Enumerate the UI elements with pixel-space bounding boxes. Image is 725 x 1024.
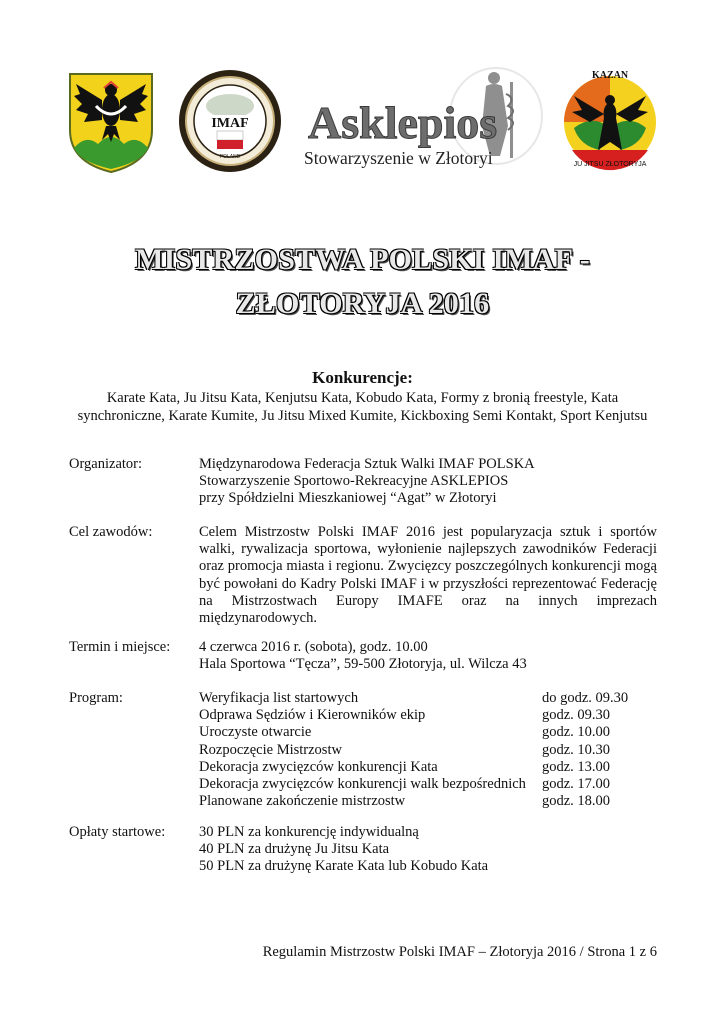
date-place-label: Termin i miejsce: bbox=[69, 639, 171, 655]
program-item-name: Odprawa Sędziów i Kierowników ekip bbox=[199, 707, 426, 724]
program-item-name: Uroczyste otwarcie bbox=[199, 724, 312, 741]
organizer-line: przy Spółdzielni Mieszkaniowej “Agat” w Złotoryi bbox=[199, 490, 497, 507]
program-item-name: Weryfikacja list startowych bbox=[199, 690, 359, 706]
organizer-label: Organizator: bbox=[69, 456, 143, 472]
fees-label: Opłaty startowe: bbox=[69, 824, 166, 840]
organizer-line: Międzynarodowa Federacja Sztuk Walki IMAF POLSKA bbox=[199, 456, 535, 472]
program-list bbox=[199, 690, 657, 810]
program-item bbox=[199, 707, 657, 724]
asklepios-association-logo bbox=[296, 64, 546, 174]
competitions-line-1: Karate Kata, Ju Jitsu Kata, Kenjutsu Kata, Kobudo Kata, Formy z bronią freestyle, Kata bbox=[106, 390, 619, 406]
program-item-name: Planowane zakończenie mistrzostw bbox=[199, 793, 406, 810]
program-item-time: godz. 10.30 bbox=[542, 741, 611, 758]
goal-text: Celem Mistrzostw Polski IMAF 2016 jest popularyzacja sztuk i sportów walki, rywalizacja sportowa, wyłonienie najlepszych zawodników Federacji oraz promocja miasta i regionu. Zwycięzcy poszczególnych konkurencji mogą być powołani do Kadry Polski IMAF i w przyszłości reprezentować Federację na Mistrzostwach Europy IMAFE oraz na innych imprezach międzynarodowych. bbox=[199, 524, 657, 627]
document-title bbox=[0, 238, 725, 326]
fees-value bbox=[199, 824, 657, 876]
asklepios-wordmark: Asklepios bbox=[308, 97, 498, 148]
asklepios-subtitle: Stowarzyszenie w Złotoryi bbox=[304, 148, 493, 168]
program-item bbox=[199, 793, 657, 810]
program-item bbox=[199, 690, 657, 707]
program-item-name: Dekoracja zwycięzców konkurencji walk bezpośrednich bbox=[199, 776, 526, 793]
logo-strip bbox=[0, 62, 725, 182]
competitions-line-2: synchroniczne, Karate Kumite, Ju Jitsu Mixed Kumite, Kickboxing Semi Kontakt, Sport Kenjutsu bbox=[77, 408, 648, 424]
program-item bbox=[199, 776, 657, 793]
organizer-value bbox=[199, 456, 657, 508]
competitions-heading: Konkurencje: bbox=[312, 368, 413, 387]
page-footer: Regulamin Mistrzostw Polski IMAF – Złotoryja 2016 / Strona 1 z 6 bbox=[262, 944, 657, 960]
place-line: Hala Sportowa “Tęcza”, 59-500 Złotoryja, ul. Wilcza 43 bbox=[199, 656, 527, 673]
goal-label: Cel zawodów: bbox=[69, 524, 153, 540]
date-place-value bbox=[199, 639, 657, 673]
zlotoryja-coat-of-arms-logo bbox=[66, 70, 156, 174]
program-item-name: Rozpoczęcie Mistrzostw bbox=[199, 741, 342, 758]
organizer-line: Stowarzyszenie Sportowo-Rekreacyjne ASKLEPIOS bbox=[199, 473, 509, 490]
kazan-ju-jitsu-club-logo bbox=[560, 66, 660, 174]
title-line-2: ZŁOTORYJA 2016 bbox=[235, 287, 490, 320]
date-line: 4 czerwca 2016 r. (sobota), godz. 10.00 bbox=[199, 639, 428, 655]
imaf-badge-text: IMAF bbox=[211, 116, 249, 131]
competitions-section bbox=[60, 368, 665, 425]
fee-line: 50 PLN za drużynę Karate Kata lub Kobudo Kata bbox=[199, 858, 489, 875]
program-item-time: godz. 10.00 bbox=[542, 724, 611, 741]
program-item-time: godz. 13.00 bbox=[542, 758, 611, 775]
program-item-time: godz. 17.00 bbox=[542, 776, 611, 793]
imaf-poland-badge-logo bbox=[177, 68, 283, 174]
program-label: Program: bbox=[69, 690, 123, 706]
program-item-time: godz. 09.30 bbox=[542, 707, 611, 724]
fee-line: 40 PLN za drużynę Ju Jitsu Kata bbox=[199, 841, 390, 858]
fee-line: 30 PLN za konkurencję indywidualną bbox=[199, 824, 419, 840]
kazan-bottom-text: JU JITSU ZŁOTORYJA bbox=[573, 161, 647, 168]
program-item-time: do godz. 09.30 bbox=[542, 690, 629, 706]
title-line-1: MISTRZOSTWA POLSKI IMAF - bbox=[135, 243, 590, 276]
program-item-time: godz. 18.00 bbox=[542, 793, 611, 810]
kazan-top-text: KAZAN bbox=[591, 70, 629, 81]
program-item bbox=[199, 759, 657, 776]
program-item bbox=[199, 724, 657, 741]
program-item bbox=[199, 742, 657, 759]
program-item-name: Dekoracja zwycięzców konkurencji Kata bbox=[199, 758, 438, 775]
imaf-badge-country: POLAND bbox=[219, 154, 241, 160]
